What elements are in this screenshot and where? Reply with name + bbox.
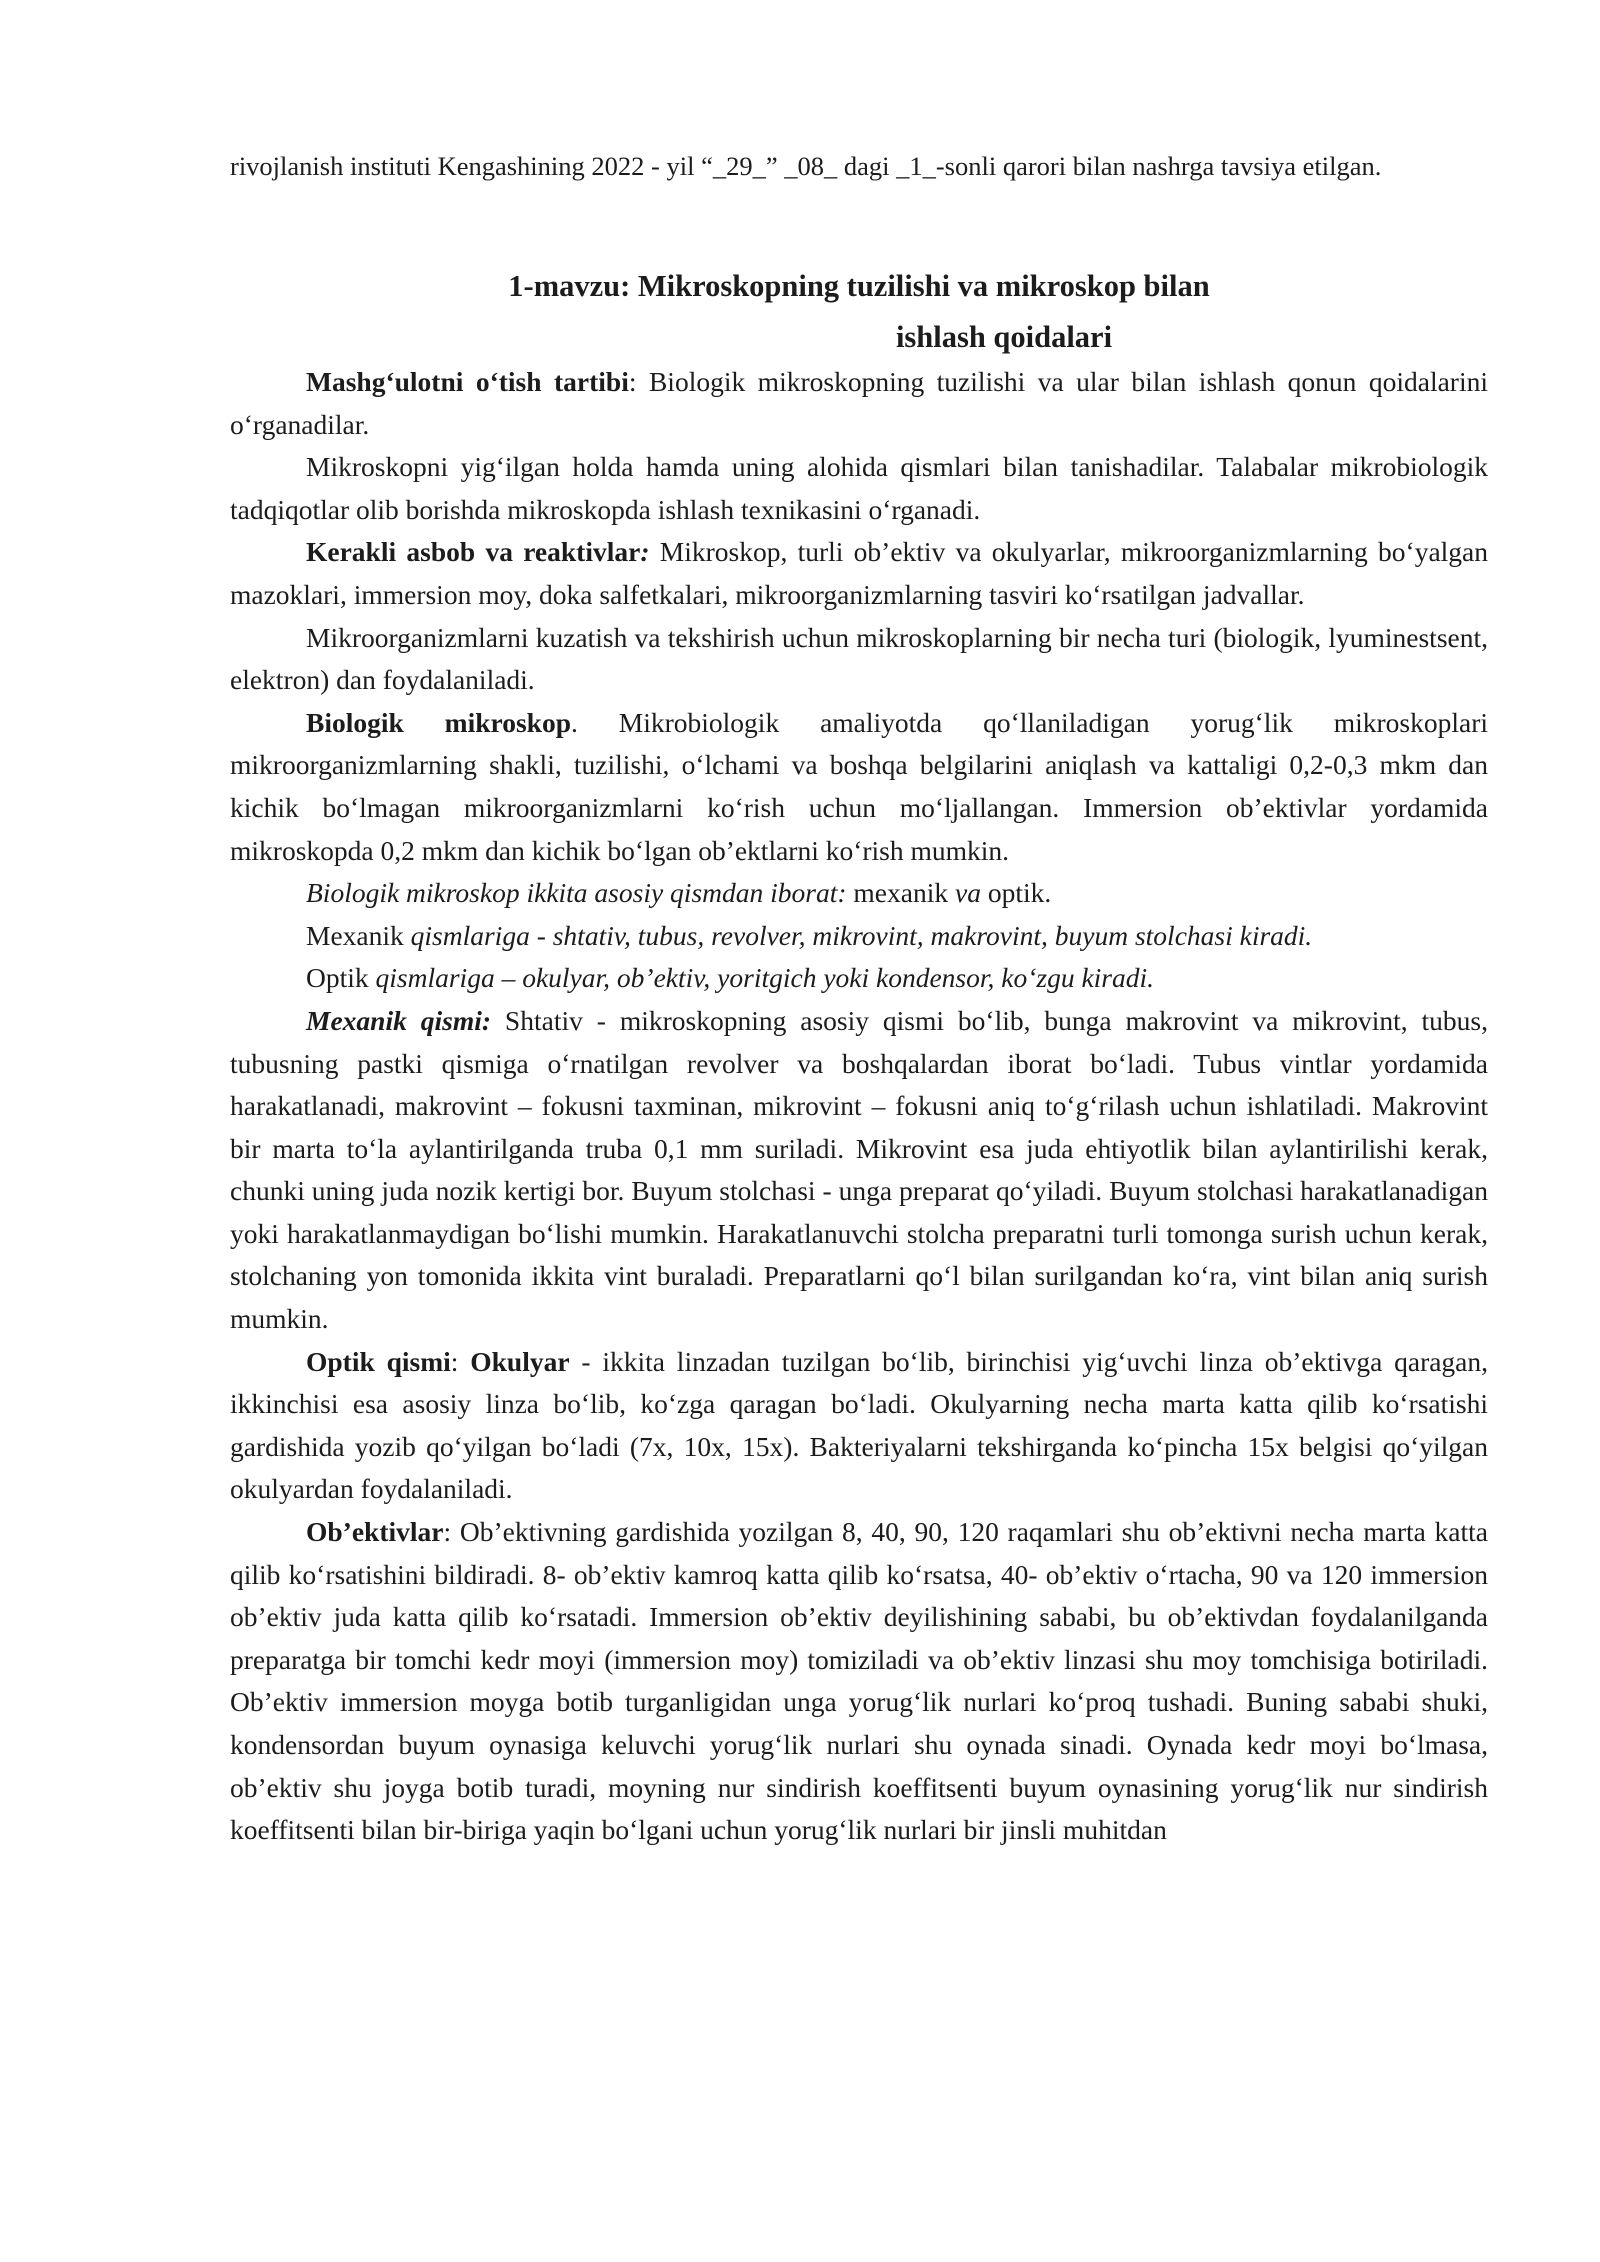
equipment-heading-colon: : — [640, 536, 650, 568]
biological-microscope-text: . Mikrobiologik amaliyotda qo‘llaniladigan yorug‘lik mikroskoplari mikroorganizmlarning shakli, tuzilishi, o‘lchami va boshqa belgilarini aniqlash va kattaligi 0,2-0,3 mkm dan kichik bo‘lmagan mikroorganizmlarni ko‘rish uchun mo‘ljallangan. Immersion ob’ektivlar yordamida mikroskopda 0,2 mkm dan kichik bo‘lgan ob’ektlarni ko‘rish mumkin. — [230, 706, 1488, 866]
procedure-text: : Biologik mikroskopning tuzilishi va ular bilan ishlash qonun qoidalarini o‘rganadilar. — [230, 366, 1489, 440]
paragraph-procedure — [230, 361, 1488, 446]
main-parts-text-2: optik. — [980, 877, 1052, 909]
paragraph-familiarization — [230, 446, 1488, 531]
paragraph-equipment — [230, 531, 1488, 616]
biological-microscope-heading: Biologik mikroskop — [306, 706, 572, 738]
paragraph-mechanical-parts — [230, 915, 1488, 958]
main-parts-text-1: mexanik — [846, 877, 955, 909]
paragraph-objectives — [230, 1511, 1488, 1852]
eyepiece-text: - ikkita linzadan tuzilgan bo‘lib, birinchisi yig‘uvchi linza ob’ektivga qaragan, ikkinchisi esa asosiy linza bo‘lib, ko‘zga qaragan bo‘ladi. Okulyarning necha marta katta qilib ko‘rsatishi gardishida yozib qo‘yilgan bo‘ladi (7x, 10x, 15x). Bakteriyalarni tekshirganda ko‘pincha 15x belgisi qo‘yilgan okulyardan foydalaniladi. — [230, 1345, 1489, 1505]
topic-title-line-2: ishlash qoidalari — [895, 320, 1113, 354]
optical-parts-label: Optik — [306, 962, 376, 994]
paragraph-main-parts — [230, 872, 1488, 915]
paragraph-optical-parts — [230, 957, 1488, 1000]
mechanical-section-text: Shtativ - mikroskopning asosiy qismi bo‘lib, bunga makrovint va mikrovint, tubus, tubusning pastki qismiga o‘rnatilgan revolver va boshqalardan iborat bo‘ladi. Tubus vintlar yordamida harakatlanadi, makrovint – fokusni taxminan, mikrovint – fokusni aniq to‘g‘rilash uchun ishlatiladi. Makrovint bir marta to‘la aylantirilganda truba 0,1 mm suriladi. Mikrovint esa juda ehtiyotlik bilan aylantirilishi kerak, chunki uning juda nozik kertigi bor. Buyum stolchasi - unga preparat qo‘yiladi. Buyum stolchasi harakatlanadigan yoki harakatlanmaydigan bo‘lishi mumkin. Harakatlanuvchi stolcha preparatni turli tomonga surish uchun kerak, stolchaning yon tomonida ikkita vint buraladi. Preparatlarni qo‘l bilan surilgandan ko‘ra, vint bilan aniq surish mumkin. — [230, 1004, 1488, 1335]
procedure-heading: Mashg‘ulotni o‘tish tartibi — [306, 366, 629, 397]
paragraph-biological-microscope — [230, 702, 1488, 872]
document-page — [230, 148, 1488, 1852]
microscope-types-text: Mikroorganizmlarni kuzatish va tekshirish uchun mikroskoplarning bir necha turi (biologik, lyuminestsent, elektron) dan foydalaniladi. — [230, 621, 1488, 696]
approval-note — [230, 148, 1488, 185]
mechanical-parts-list: qismlariga - shtativ, tubus, revolver, mikrovint, makrovint, buyum stolchasi kiradi. — [410, 919, 1313, 951]
optical-section-heading: Optik qismi — [306, 1345, 451, 1377]
equipment-heading: Kerakli asbob va reaktivlar — [306, 536, 641, 568]
paragraph-microscope-types — [230, 617, 1488, 702]
eyepiece-heading: Okulyar — [470, 1345, 570, 1377]
equipment-text: Mikroskop, turli ob’ektiv va okulyarlar, mikroorganizmlarning bo‘yalgan mazoklari, immersion moy, doka salfetkalari, mikroorganizmlarning tasviri ko‘rsatilgan jadvallar. — [230, 536, 1488, 610]
mechanical-parts-label: Mexanik — [306, 919, 411, 951]
optical-section-colon: : — [450, 1345, 471, 1377]
topic-title-line-1: 1-mavzu: Mikroskopning tuzilishi va mikroskop bilan — [508, 269, 1210, 303]
paragraph-mechanical-section — [230, 1000, 1488, 1341]
familiarization-text: Mikroskopni yig‘ilgan holda hamda uning alohida qismlari bilan tanishadilar. Talabalar mikrobiologik tadqiqotlar olib borishda mikroskopda ishlash texnikasini o‘rganadi. — [230, 451, 1488, 525]
paragraph-optical-section — [230, 1341, 1488, 1511]
objectives-heading: Ob’ektivlar — [306, 1516, 444, 1548]
mechanical-section-heading: Mexanik qismi: — [306, 1004, 492, 1036]
objectives-text: : Ob’ektivning gardishida yozilgan 8, 40, 90, 120 raqamlari shu ob’ektivni necha marta katta qilib ko‘rsatishini bildiradi. 8- ob’ektiv kamroq katta qilib ko‘rsatsa, 40- ob’ektiv o‘rtacha, 90 va 120 immersion ob’ektiv juda katta qilib ko‘rsatadi. Immersion ob’ektiv deyilishining sababi, bu ob’ektivdan foydalanilganda preparatga bir tomchi kedr moyi (immersion moy) tomiziladi va ob’ektiv linzasi shu moy tomchisiga botiriladi. Ob’ektiv immersion moyga botib turganligidan unga yorug‘lik nurlari ko‘proq tushadi. Buning sababi shuki, kondensordan buyum oynasiga keluvchi yorug‘lik nurlari shu oynada sinadi. Oynada kedr moyi bo‘lmasa, ob’ektiv shu joyga botib turadi, moyning nur sindirish koeffitsenti buyum oynasining yorug‘lik nur sindirish koeffitsenti bilan bir-biriga yaqin bo‘lgani uchun yorug‘lik nurlari bir jinsli muhitdan — [230, 1516, 1488, 1846]
optical-parts-list: qismlariga – okulyar, ob’ektiv, yoritgich yoki kondensor, ko‘zgu kiradi. — [375, 962, 1155, 994]
main-parts-italic: Biologik mikroskop ikkita asosiy qismdan iborat: — [306, 877, 847, 909]
main-parts-italic-2: va — [954, 877, 981, 909]
approval-note-text: rivojlanish instituti Kengashining 2022 - yil “_29_” _08_ dagi _1_-sonli qarori bilan nashrga tavsiya etilgan. — [230, 151, 1382, 181]
